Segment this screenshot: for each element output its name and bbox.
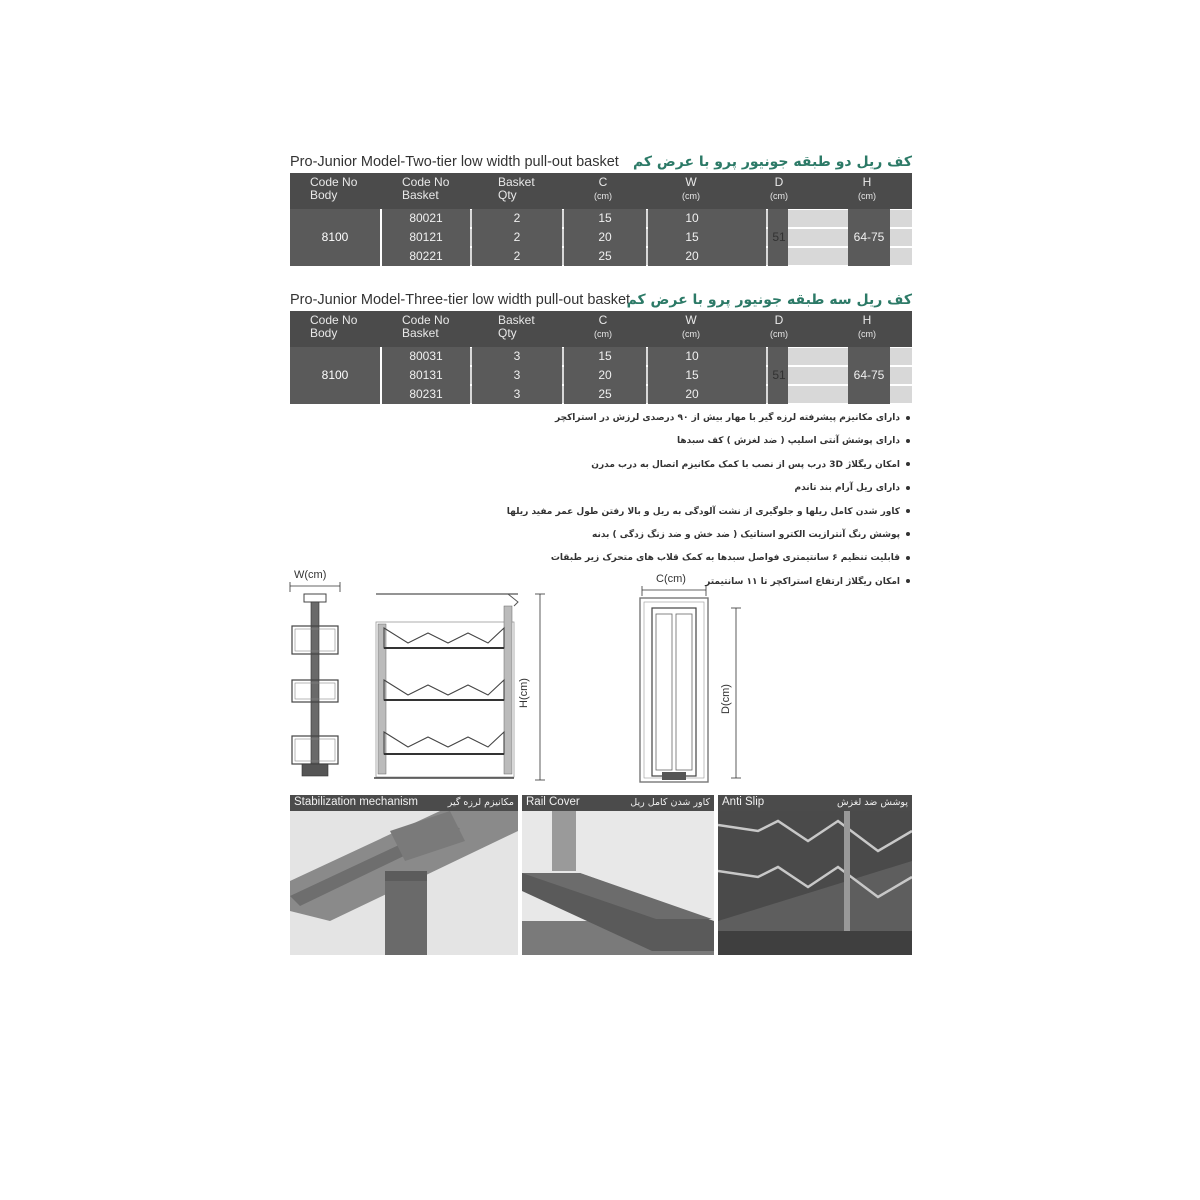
table1-row2-code: 80121	[409, 230, 443, 244]
top-view-diagram	[632, 572, 752, 784]
side-view-drawing	[280, 568, 350, 788]
table2-row2-w: 15	[685, 368, 699, 382]
th-basket-qty: Basket Qty	[498, 175, 535, 202]
h-dimension-label: H(cm)	[518, 678, 530, 708]
table1-row1-code: 80021	[409, 211, 443, 225]
bullet-icon	[906, 556, 910, 560]
th-c: C (cm)	[594, 175, 612, 201]
front-view-diagram	[368, 588, 553, 788]
top-view-drawing	[632, 572, 752, 784]
th-w: W (cm)	[682, 175, 700, 201]
table2-body	[290, 347, 912, 404]
table2-row3-w: 20	[685, 387, 699, 401]
feature-item: کاور شدن کامل ریلها و جلوگیری از نشت آلودگی به ریل و بالا رفتن طول عمر مفید ریلها	[570, 506, 910, 529]
table1-title-fa: کف ریل دو طبقه جونیور پرو با عرض کم	[632, 154, 912, 170]
table1-row1-w: 10	[685, 211, 699, 225]
stabilization-image	[290, 811, 518, 955]
table1-row3-code: 80221	[409, 249, 443, 263]
table2-row1-w: 10	[685, 349, 699, 363]
anti-slip-image	[718, 811, 912, 955]
bullet-icon	[906, 579, 910, 583]
th-code-body: Code No Body	[310, 175, 358, 202]
table1-row1-qty: 2	[513, 211, 521, 225]
table2-row3-qty: 3	[513, 387, 521, 401]
table2-title	[290, 288, 912, 310]
th-c: C (cm)	[594, 313, 612, 339]
table2-header-row	[290, 311, 912, 347]
table2-row1-c: 15	[598, 349, 612, 363]
spec-table-1	[290, 173, 912, 266]
table2-row2-c: 20	[598, 368, 612, 382]
table2-title-en: Pro-Junior Model-Three-tier low width pull-out basket	[290, 292, 631, 308]
th-basket-qty: Basket Qty	[498, 313, 535, 340]
th-code-body: Code No Body	[310, 313, 358, 340]
anti-slip-photo	[718, 811, 912, 955]
table1-body	[290, 209, 912, 266]
d-dimension-label: D(cm)	[720, 684, 732, 714]
th-h: H (cm)	[858, 313, 876, 339]
photo2-label-en: Rail Cover	[526, 796, 580, 808]
photo3-header	[718, 795, 912, 811]
side-view-diagram	[280, 568, 350, 788]
table2-title-fa: کف ریل سه طبقه جونیور پرو با عرض کم	[626, 292, 912, 308]
table2-row2-code: 80131	[409, 368, 443, 382]
table1-row1-c: 15	[598, 211, 612, 225]
table2-d-value: 51	[772, 368, 786, 382]
w-dimension-label: W(cm)	[294, 569, 327, 581]
table1-title-en: Pro-Junior Model-Two-tier low width pull-out basket	[290, 154, 619, 170]
table2-row1-code: 80031	[409, 349, 443, 363]
table1-title	[290, 150, 912, 172]
table2-body-code: 8100	[321, 368, 349, 382]
bullet-icon	[906, 416, 910, 420]
c-dimension-label: C(cm)	[656, 573, 686, 585]
table1-row3-qty: 2	[513, 249, 521, 263]
photo3-label-fa: پوشش ضد لغزش	[836, 797, 908, 808]
table2-row1-qty: 3	[513, 349, 521, 363]
table1-row2-w: 15	[685, 230, 699, 244]
table1-d-value: 51	[772, 230, 786, 244]
table2-row2-qty: 3	[513, 368, 521, 382]
table2-h-value: 64-75	[853, 368, 885, 382]
bullet-icon	[906, 486, 910, 490]
th-d: D (cm)	[770, 175, 788, 201]
photo1-label-en: Stabilization mechanism	[294, 796, 419, 808]
table2-row3-c: 25	[598, 387, 612, 401]
bullet-icon	[906, 439, 910, 443]
bullet-icon	[906, 462, 910, 466]
table1-header-row	[290, 173, 912, 209]
table1-row3-w: 20	[685, 249, 699, 263]
table2-row3-code: 80231	[409, 387, 443, 401]
feature-item: پوشش رنگ آنترازیت الکترو استاتیک ( ضد خش و ضد زنگ زدگی ) بدنه	[570, 529, 910, 552]
th-code-basket: Code No Basket	[402, 175, 450, 202]
table1-row2-c: 20	[598, 230, 612, 244]
th-w: W (cm)	[682, 313, 700, 339]
photo1-label-fa: مکانیزم لرزه گیر	[447, 797, 514, 808]
stabilization-photo	[290, 811, 518, 955]
bullet-icon	[906, 532, 910, 536]
photo3-label-en: Anti Slip	[722, 796, 765, 808]
feature-item: دارای مکانیزم پیشرفته لرزه گیر با مهار بیش از ۹۰ درصدی لرزش در استراکچر	[570, 412, 910, 435]
feature-item: دارای پوشش آنتی اسلیپ ( ضد لغزش ) کف سبدها	[570, 435, 910, 458]
table1-row3-c: 25	[598, 249, 612, 263]
rail-cover-image	[522, 811, 714, 955]
table1-row2-qty: 2	[513, 230, 521, 244]
th-h: H (cm)	[858, 175, 876, 201]
th-d: D (cm)	[770, 313, 788, 339]
bullet-icon	[906, 509, 910, 513]
photo2-header	[522, 795, 714, 811]
spec-table-2	[290, 311, 912, 404]
table1-h-value: 64-75	[853, 230, 885, 244]
table1-body-code: 8100	[321, 230, 349, 244]
feature-item: امکان ریگلاژ 3D درب پس از نصب با کمک مکانیزم اتصال به درب مدرن	[570, 459, 910, 482]
photo2-label-fa: کاور شدن کامل ریل	[630, 797, 710, 808]
rail-cover-photo	[522, 811, 714, 955]
feature-item: قابلیت تنظیم ۶ سانتیمتری فواصل سبدها به کمک قلاب های متحرک زیر طبقات	[570, 552, 910, 575]
photo1-header	[290, 795, 518, 811]
feature-item: امکان ریگلاژ ارتفاع استراکچر تا ۱۱ سانتیمتر	[570, 576, 910, 599]
feature-item: دارای ریل آرام بند تاندم	[570, 482, 910, 505]
th-code-basket: Code No Basket	[402, 313, 450, 340]
